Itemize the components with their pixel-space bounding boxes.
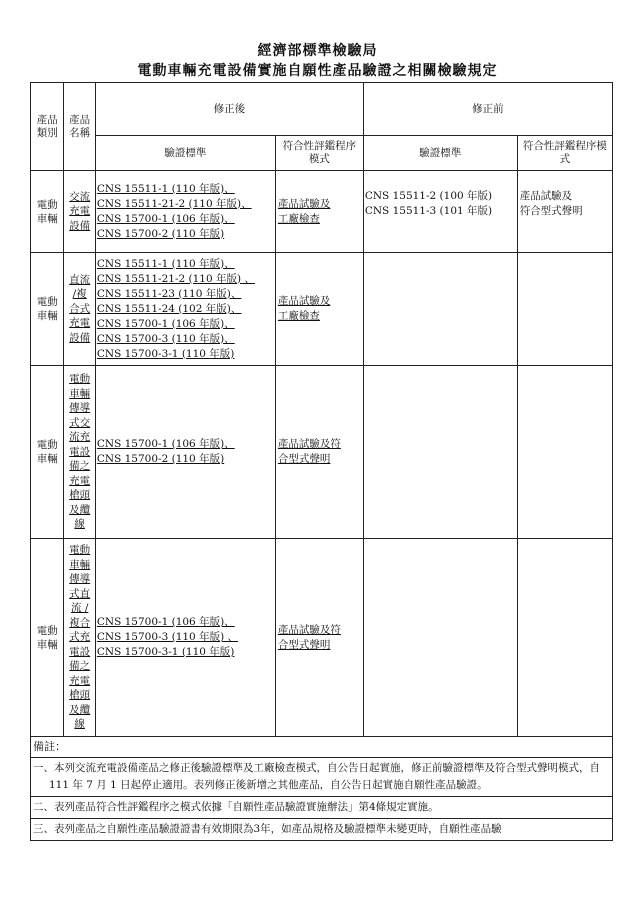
mode-line	[520, 189, 610, 204]
product-name-line-text: 備之	[69, 460, 91, 473]
after-conformity	[275, 253, 363, 366]
note-item: 一、本列交流充電設備產品之修正後驗證標準及工廠檢查模式，自公告日起實施，修正前驗證標準及符合型式聲明模式，自 111 年 7 月 1 日起停止適用。表列修正後新增之其他產品，自公告日起實施自願性產品驗證。	[31, 758, 613, 797]
before-conformity	[517, 539, 612, 737]
product-name-line-text: /複	[72, 288, 87, 301]
product-name-line-text: 電設	[69, 645, 91, 658]
standard-line	[97, 615, 274, 630]
product-name-line	[65, 488, 93, 503]
standard-line-text: CNS 15700-1 (106 年版)、	[96, 317, 235, 330]
standard-line	[97, 212, 274, 227]
inspection-table	[30, 82, 613, 841]
after-conformity	[275, 171, 363, 253]
mode-line	[520, 204, 610, 219]
product-name-line	[65, 416, 93, 431]
subheader-row	[31, 136, 613, 171]
standard-line-text: CNS 15511-3 (101 年版)	[364, 205, 493, 217]
product-category: 電動車輛	[31, 539, 64, 737]
standard-line-text: CNS 15700-1 (106 年版)、	[96, 438, 235, 450]
col-before: 修正前	[363, 83, 612, 136]
standard-line	[97, 317, 274, 332]
notes-label-row	[31, 737, 613, 758]
standard-line-text: CNS 15511-21-2 (110 年版)、	[96, 197, 252, 210]
product-name-line	[65, 219, 93, 234]
col-after-conformity: 符合性評鑑程序模式	[275, 136, 363, 171]
product-name-line-text: 充電	[69, 474, 91, 487]
product-name-line	[65, 572, 93, 587]
standard-line	[97, 332, 274, 347]
standard-line	[365, 189, 516, 204]
product-row	[31, 366, 613, 539]
product-category: 電動車輛	[31, 253, 64, 366]
product-name-line	[65, 703, 93, 718]
product-name-line-text: 複合	[69, 616, 91, 629]
standard-line-text: CNS 15511-21-2 (110 年版) 、	[96, 272, 255, 285]
product-name-line-text: 車輛	[69, 387, 91, 400]
standard-line-text: CNS 15700-1 (106 年版)、	[96, 616, 235, 628]
mode-line-text: 產品試驗及	[519, 190, 573, 202]
mode-line-text: 產品試驗及符	[277, 623, 341, 636]
mode-line-text: 產品試驗及	[277, 197, 331, 210]
product-name-line-text: 流 /	[70, 602, 89, 615]
mode-line-text: 合型式聲明	[277, 638, 331, 651]
mode-line	[278, 294, 361, 309]
mode-line	[278, 623, 361, 638]
product-name-line	[65, 401, 93, 416]
before-conformity	[517, 253, 612, 366]
standard-line	[97, 452, 274, 467]
product-name	[64, 171, 95, 253]
before-standards	[363, 171, 517, 253]
product-name-line	[65, 372, 93, 387]
product-name-line	[65, 503, 93, 518]
before-standards	[363, 253, 517, 366]
product-name-line	[65, 459, 93, 474]
product-category: 電動車輛	[31, 366, 64, 539]
mode-line-text: 符合型式聲明	[519, 205, 583, 217]
product-name-line	[65, 717, 93, 732]
after-standards	[95, 539, 275, 737]
standard-line-text: CNS 15700-3 (110 年版) 、	[96, 631, 239, 643]
standard-line	[365, 204, 516, 219]
after-conformity	[275, 366, 363, 539]
standard-line	[97, 630, 274, 645]
product-name-line	[65, 517, 93, 532]
product-name-line	[65, 387, 93, 402]
mode-line	[278, 638, 361, 653]
product-name-line-text: 電動	[69, 544, 91, 557]
product-name-line	[65, 616, 93, 631]
mode-line	[278, 452, 361, 467]
standard-line	[97, 437, 274, 452]
product-name-line-text: 流充	[69, 431, 91, 444]
mode-line	[278, 197, 361, 212]
agency-title: 經濟部標準檢驗局	[257, 43, 378, 59]
product-name-line	[65, 287, 93, 302]
before-standards	[363, 366, 517, 539]
col-after-standard: 驗證標準	[95, 136, 275, 171]
after-standards	[95, 253, 275, 366]
standard-line	[97, 257, 274, 272]
col-after: 修正後	[95, 83, 363, 136]
product-name-line-text: 充電	[69, 674, 91, 687]
mode-line-text: 產品試驗及符	[277, 438, 341, 450]
product-name-line-text: 設備	[69, 331, 91, 344]
standard-line	[97, 197, 274, 212]
standard-line-text: CNS 15511-1 (110 年版)、	[96, 182, 235, 195]
notes-label: 備註：	[31, 737, 613, 758]
col-category: 產品類別	[31, 83, 64, 171]
product-name-line	[65, 190, 93, 205]
product-name-line-text: 合式	[69, 302, 91, 315]
product-name-line	[65, 645, 93, 660]
standard-line	[97, 227, 274, 242]
product-name-line-text: 備之	[69, 660, 91, 673]
product-name-line-text: 及纜	[69, 703, 91, 716]
product-name-line-text: 車輛	[69, 558, 91, 571]
col-before-standard: 驗證標準	[363, 136, 517, 171]
product-name-line-text: 電動	[69, 373, 91, 386]
document-title: 電動車輛充電設備實施自願性產品驗證之相關檢驗規定	[137, 63, 498, 79]
mode-line	[278, 212, 361, 227]
product-name-line-text: 設備	[69, 219, 91, 232]
standard-line-text: CNS 15511-24 (102 年版)、	[96, 302, 242, 315]
product-name-line-text: 式充	[69, 631, 91, 644]
product-name-line	[65, 601, 93, 616]
mode-line	[278, 309, 361, 324]
product-name-line	[65, 630, 93, 645]
standard-line	[97, 287, 274, 302]
mode-line	[278, 437, 361, 452]
product-name-line-text: 交流	[69, 190, 91, 203]
product-name-line	[65, 688, 93, 703]
product-name-line	[65, 430, 93, 445]
product-name-line-text: 傳導	[69, 402, 91, 415]
product-name-line	[65, 587, 93, 602]
note-row	[31, 758, 613, 797]
after-standards	[95, 171, 275, 253]
product-name-line-text: 電設	[69, 445, 91, 458]
after-standards	[95, 366, 275, 539]
standard-line	[97, 272, 274, 287]
mode-line-text: 產品試驗及	[277, 295, 331, 307]
product-name-line	[65, 316, 93, 331]
standard-line-text: CNS 15700-2 (110 年版)	[96, 227, 225, 240]
standard-line-text: CNS 15700-3 (110 年版)、	[96, 332, 235, 345]
standard-line-text: CNS 15700-3-1 (110 年版)	[96, 646, 235, 658]
product-name-line	[65, 659, 93, 674]
product-name	[64, 253, 95, 366]
before-conformity	[517, 171, 612, 253]
product-name-line-text: 槍頭	[69, 489, 91, 502]
product-name-line-text: 槍頭	[69, 689, 91, 702]
product-name-line-text: 傳導	[69, 573, 91, 586]
col-before-conformity: 符合性評鑑程序模式	[517, 136, 612, 171]
col-product: 產品名稱	[64, 83, 95, 171]
note-row	[31, 819, 613, 841]
product-name-line-text: 線	[74, 718, 85, 731]
product-name-line	[65, 674, 93, 689]
product-name-line-text: 式直	[69, 587, 91, 600]
mode-line-text: 合型式聲明	[277, 453, 331, 465]
product-name-line	[65, 445, 93, 460]
product-name-line-text: 線	[74, 518, 85, 531]
product-name-line	[65, 204, 93, 219]
product-category: 電動車輛	[31, 171, 64, 253]
header-row	[31, 83, 613, 136]
standard-line	[97, 182, 274, 197]
product-name-line	[65, 474, 93, 489]
product-name-line	[65, 331, 93, 346]
product-name-line-text: 式交	[69, 416, 91, 429]
before-standards	[363, 539, 517, 737]
standard-line	[97, 302, 274, 317]
product-name-line-text: 充電	[69, 205, 91, 218]
product-name-line-text: 直流	[69, 273, 91, 286]
product-name	[64, 366, 95, 539]
product-name-line-text: 及纜	[69, 503, 91, 516]
product-name-line-text: 充電	[69, 317, 91, 330]
standard-line-text: CNS 15700-3-1 (110 年版)	[96, 347, 235, 360]
product-row	[31, 539, 613, 737]
product-row	[31, 253, 613, 366]
standard-line-text: CNS 15700-2 (110 年版)	[96, 453, 225, 465]
note-item: 三、表列產品之自願性產品驗證證書有效期限為3年，如產品規格及驗證標準未變更時，自願性產品驗	[31, 819, 613, 841]
product-name-line	[65, 302, 93, 317]
note-row	[31, 797, 613, 819]
product-name-line	[65, 558, 93, 573]
standard-line	[97, 347, 274, 362]
product-row	[31, 171, 613, 253]
standard-line-text: CNS 15700-1 (106 年版)、	[96, 212, 235, 225]
note-item: 二、表列產品符合性評鑑程序之模式依據「自願性產品驗證實施辦法」第4條規定實施。	[31, 797, 613, 819]
product-name-line	[65, 543, 93, 558]
standard-line-text: CNS 15511-2 (100 年版)	[364, 190, 493, 202]
mode-line-text: 工廠檢查	[277, 212, 320, 225]
mode-line-text: 工廠檢查	[277, 310, 320, 322]
standard-line-text: CNS 15511-23 (110 年版)、	[96, 287, 242, 300]
standard-line-text: CNS 15511-1 (110 年版)、	[96, 257, 235, 270]
standard-line	[97, 645, 274, 660]
product-name	[64, 539, 95, 737]
after-conformity	[275, 539, 363, 737]
before-conformity	[517, 366, 612, 539]
product-name-line	[65, 273, 93, 288]
